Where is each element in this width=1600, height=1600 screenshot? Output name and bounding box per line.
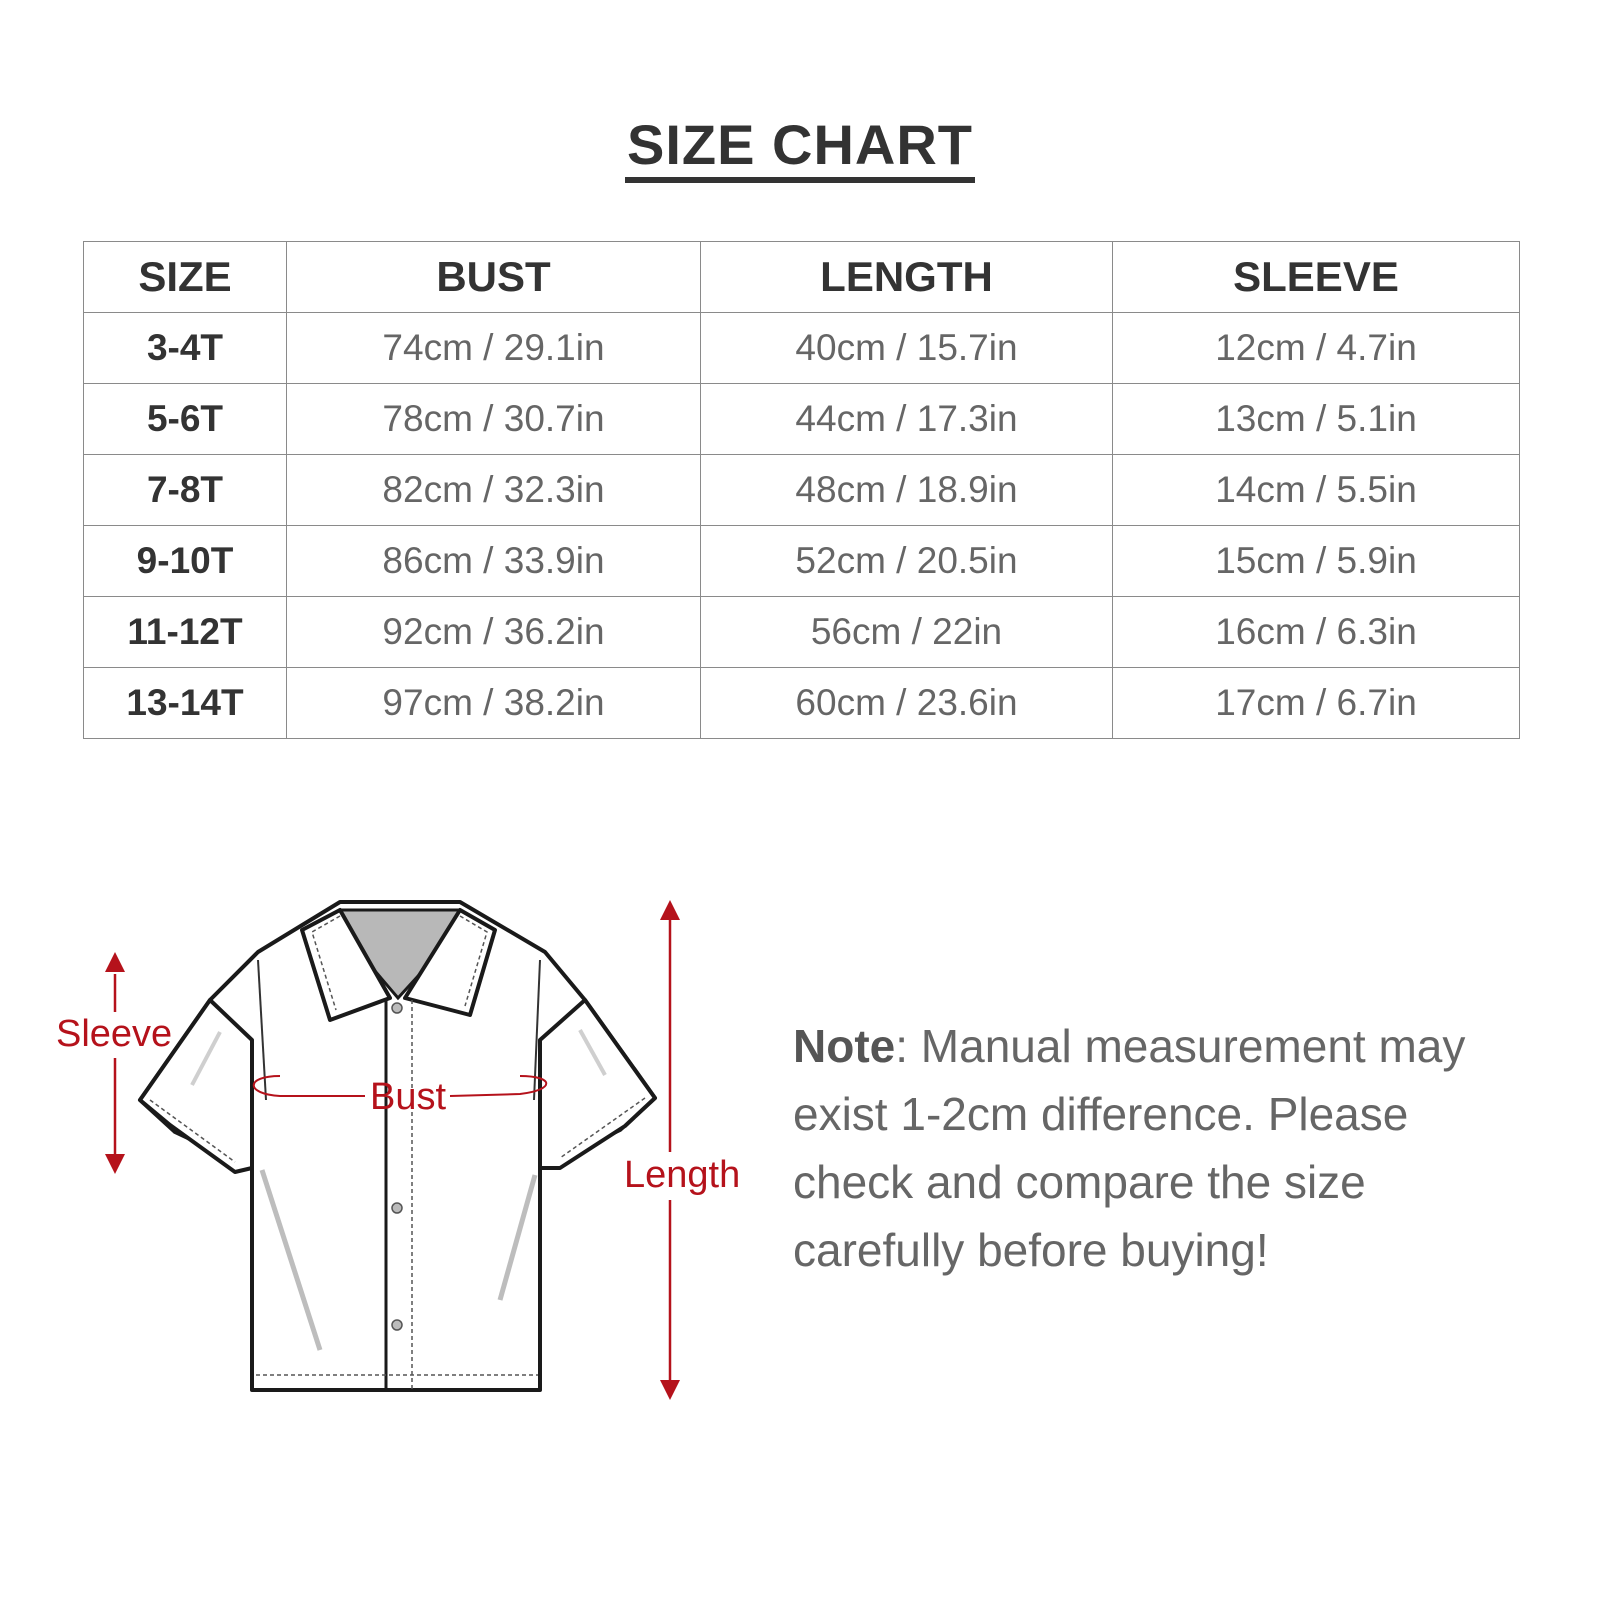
size-cell: 13-14T xyxy=(84,668,287,739)
note-text: : Manual measurement may exist 1-2cm difference. Please check and compare the size carefully before buying! xyxy=(793,1020,1466,1276)
bust-cell: 92cm / 36.2in xyxy=(287,597,701,668)
shirt-measurement-diagram xyxy=(40,900,760,1460)
header-length: LENGTH xyxy=(701,242,1113,313)
table-header-row xyxy=(84,242,1520,313)
length-cell: 40cm / 15.7in xyxy=(701,313,1113,384)
size-cell: 5-6T xyxy=(84,384,287,455)
length-cell: 60cm / 23.6in xyxy=(701,668,1113,739)
bust-cell: 78cm / 30.7in xyxy=(287,384,701,455)
table-row xyxy=(84,668,1520,739)
length-arrow xyxy=(660,900,680,1400)
title-text: SIZE CHART xyxy=(625,115,975,183)
length-cell: 52cm / 20.5in xyxy=(701,526,1113,597)
size-chart-title xyxy=(0,112,1600,183)
note-lead: Note xyxy=(793,1020,896,1072)
bust-cell: 82cm / 32.3in xyxy=(287,455,701,526)
sleeve-label: Sleeve xyxy=(56,1013,173,1055)
sleeve-cell: 13cm / 5.1in xyxy=(1113,384,1520,455)
size-cell: 9-10T xyxy=(84,526,287,597)
bust-cell: 74cm / 29.1in xyxy=(287,313,701,384)
sleeve-cell: 12cm / 4.7in xyxy=(1113,313,1520,384)
length-cell: 48cm / 18.9in xyxy=(701,455,1113,526)
table-row xyxy=(84,313,1520,384)
length-cell: 56cm / 22in xyxy=(701,597,1113,668)
bust-cell: 97cm / 38.2in xyxy=(287,668,701,739)
bust-label: Bust xyxy=(370,1076,447,1118)
sleeve-arrow xyxy=(105,952,125,1174)
table-row xyxy=(84,526,1520,597)
size-cell: 11-12T xyxy=(84,597,287,668)
length-label: Length xyxy=(624,1154,741,1196)
sleeve-cell: 15cm / 5.9in xyxy=(1113,526,1520,597)
table-row xyxy=(84,597,1520,668)
table-row xyxy=(84,455,1520,526)
sleeve-cell: 16cm / 6.3in xyxy=(1113,597,1520,668)
sleeve-cell: 14cm / 5.5in xyxy=(1113,455,1520,526)
header-bust: BUST xyxy=(287,242,701,313)
header-sleeve: SLEEVE xyxy=(1113,242,1520,313)
size-cell: 3-4T xyxy=(84,313,287,384)
bust-cell: 86cm / 33.9in xyxy=(287,526,701,597)
header-size: SIZE xyxy=(84,242,287,313)
measurement-note xyxy=(793,1012,1533,1284)
length-cell: 44cm / 17.3in xyxy=(701,384,1113,455)
table-row xyxy=(84,384,1520,455)
size-cell: 7-8T xyxy=(84,455,287,526)
sleeve-cell: 17cm / 6.7in xyxy=(1113,668,1520,739)
size-table xyxy=(83,241,1520,739)
